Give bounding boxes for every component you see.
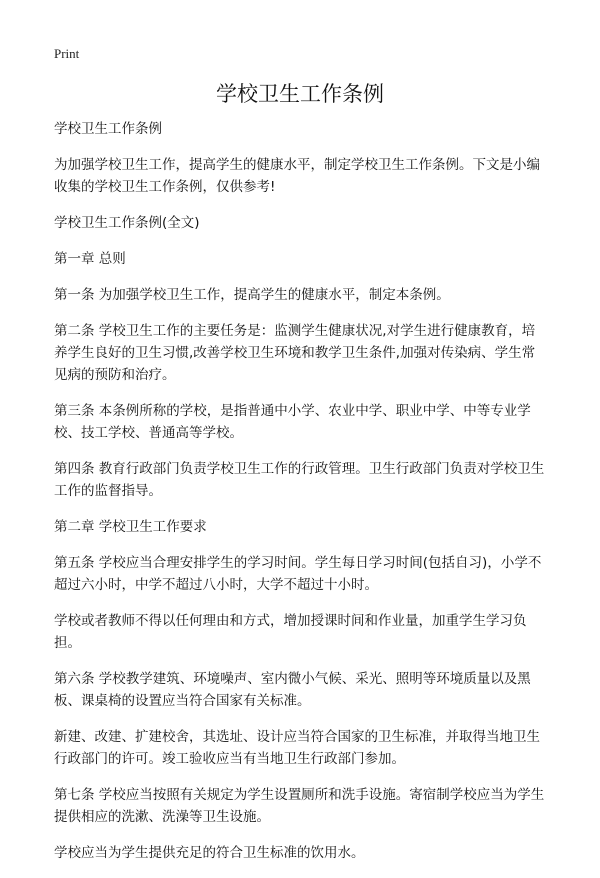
article-7: 第七条 学校应当按照有关规定为学生设置厕所和洗手设施。寄宿制学校应当为学生提供相应的洗漱、洗澡等卫生设施。 (54, 787, 545, 825)
article-6: 第六条 学校教学建筑、环境噪声、室内微小气候、采光、照明等环境质量以及黑板、课桌椅的设置应当符合国家有关标准。 (54, 671, 531, 709)
print-link[interactable]: Print (54, 46, 80, 61)
article-3: 第三条 本条例所称的学校，是指普通中小学、农业中学、职业中学、中等专业学校、技工学校、普通高等学校。 (54, 403, 531, 441)
paragraph-intro: 为加强学校卫生工作，提高学生的健康水平，制定学校卫生工作条例。下文是小编收集的学校卫生工作条例，仅供参考! (54, 157, 540, 195)
paragraph-fulltext-heading: 学校卫生工作条例(全文) (54, 215, 200, 231)
chapter-1-heading: 第一章 总则 (54, 251, 126, 267)
article-6-paragraph-2: 新建、改建、扩建校舍，其选址、设计应当符合国家的卫生标准，并取得当地卫生行政部门的许可。竣工验收应当有当地卫生行政部门参加。 (54, 729, 540, 767)
article-5: 第五条 学校应当合理安排学生的学习时间。学生每日学习时间(包括自习)，小学不超过六小时，中学不超过八小时，大学不超过十小时。 (54, 555, 542, 593)
document-title: 学校卫生工作条例 (216, 82, 384, 106)
article-1: 第一条 为加强学校卫生工作，提高学生的健康水平，制定本条例。 (54, 287, 450, 303)
article-4: 第四条 教育行政部门负责学校卫生工作的行政管理。卫生行政部门负责对学校卫生工作的监督指导。 (54, 461, 545, 499)
paragraph-subtitle: 学校卫生工作条例 (54, 121, 162, 137)
chapter-2-heading: 第二章 学校卫生工作要求 (54, 519, 207, 535)
article-2: 第二条 学校卫生工作的主要任务是：监测学生健康状况,对学生进行健康教育，培养学生良好的卫生习惯,改善学校卫生环境和教学卫生条件,加强对传染病、学生常见病的预防和治疗。 (54, 323, 536, 383)
document-body (54, 118, 548, 878)
article-7-paragraph-2: 学校应当为学生提供充足的符合卫生标准的饮用水。 (54, 845, 365, 861)
article-5-paragraph-2: 学校或者教师不得以任何理由和方式，增加授课时间和作业量，加重学生学习负担。 (54, 613, 527, 651)
